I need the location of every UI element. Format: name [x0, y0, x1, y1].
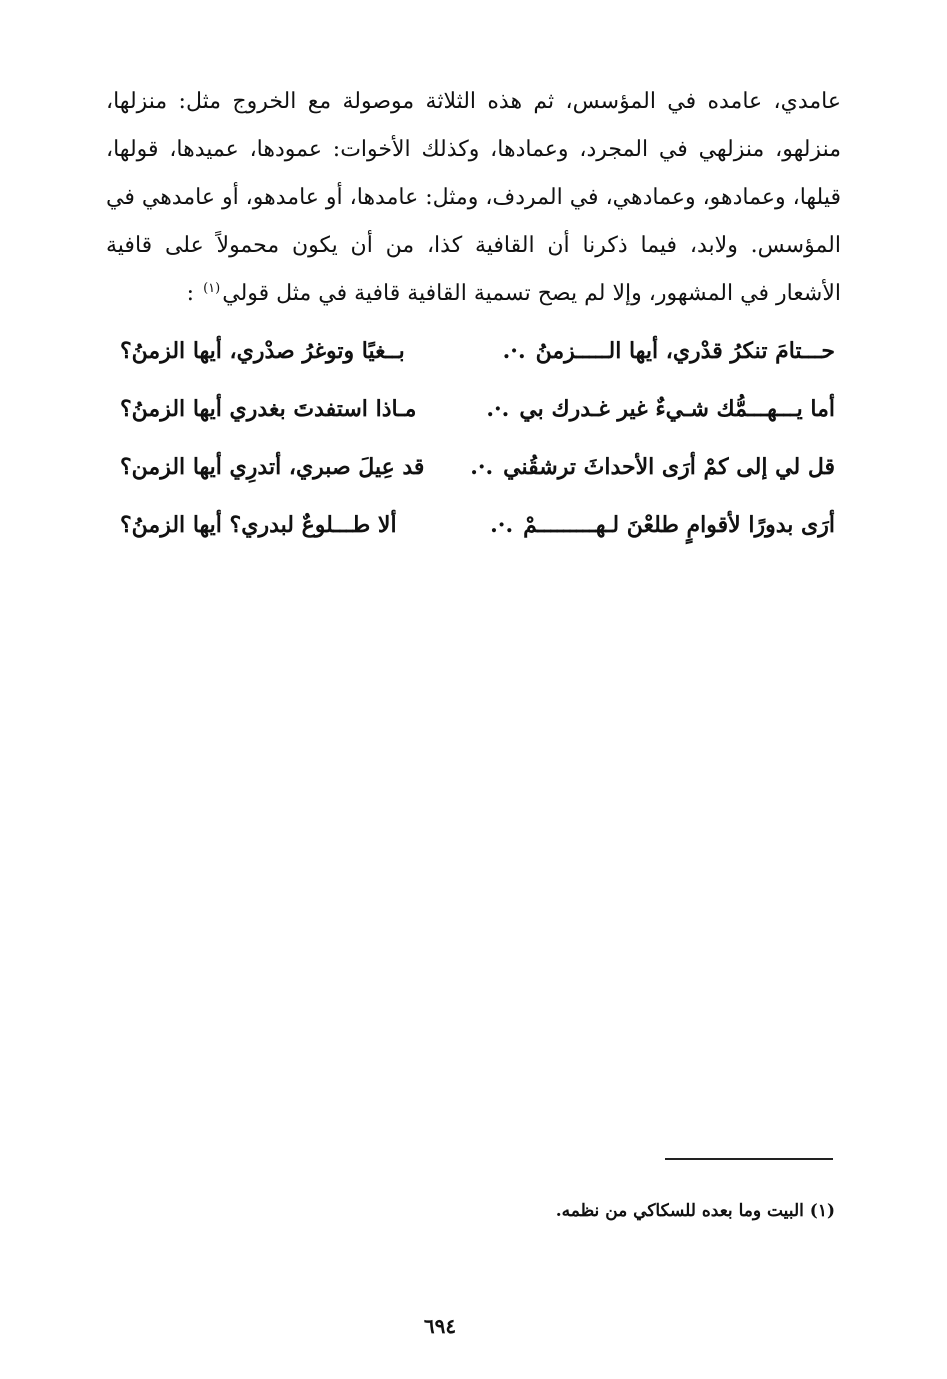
verse-first-hemistich: حـــتامَ تنكرُ قدْري، أيها الـــــزمنُ	[535, 338, 835, 364]
verse-separator: .·.	[490, 512, 514, 538]
verse-line	[120, 438, 835, 496]
footnote: (١) البيت وما بعده للسكاكي من نظمه.	[555, 1201, 835, 1221]
prose-body-text: عامدي، عامده في المؤسس، ثم هذه الثلاثة موصولة مع الخروج مثل: منزلها، منزلهو، منزلهي في المجرد، وعمادها، وكذلك الأخوات: عمودها، عميدها، قولها، قيلها، وعمادهو، وعمادهي، في المردف، ومثل: عامدها، أو عامدهو، أو عامدهي في المؤسس. ولابد، فيما ذكرنا أن القافية كذا، من أن يكون محمولاً على قافية الأشعار في المشهور، وإلا لم يصح تسمية القافية قافية في مثل قولي	[106, 89, 841, 306]
verse-second-hemistich: قد عِيلَ صبري، أتدرِي أيها الزمن؟	[120, 454, 425, 480]
verse-second-hemistich: مـاذا استفدتَ بغدري أيها الزمنُ؟	[120, 396, 417, 422]
poem-verses	[120, 322, 835, 554]
prose-text	[106, 78, 841, 318]
verse-separator: .·.	[486, 396, 510, 422]
verse-first-hemistich: قل لي إلى كمْ أرَى الأحداثَ ترشقُني	[503, 454, 835, 480]
page-number: ٦٩٤	[423, 1314, 457, 1338]
body-paragraph	[106, 78, 841, 318]
verse-separator: .·.	[502, 338, 526, 364]
verse-second-hemistich: ألا طـــلوعٌ لبدري؟ أيها الزمنُ؟	[120, 512, 397, 538]
verse-first-hemistich: أرَى بدورًا لأقوامٍ طلعْنَ لـهـــــــــمْ	[523, 512, 835, 538]
verse-line	[120, 496, 835, 554]
footnote-reference: (١)	[203, 280, 221, 296]
verse-separator: .·.	[470, 454, 494, 480]
prose-end-colon: :	[186, 281, 195, 306]
verse-line	[120, 322, 835, 380]
verse-line	[120, 380, 835, 438]
verse-first-hemistich: أما يـــهـــمُّك شـيءٌ غير غـدرك بي	[519, 396, 835, 422]
footnote-divider	[665, 1158, 833, 1160]
verse-second-hemistich: بــغيًا وتوغرُ صدْري، أيها الزمنُ؟	[120, 338, 405, 364]
